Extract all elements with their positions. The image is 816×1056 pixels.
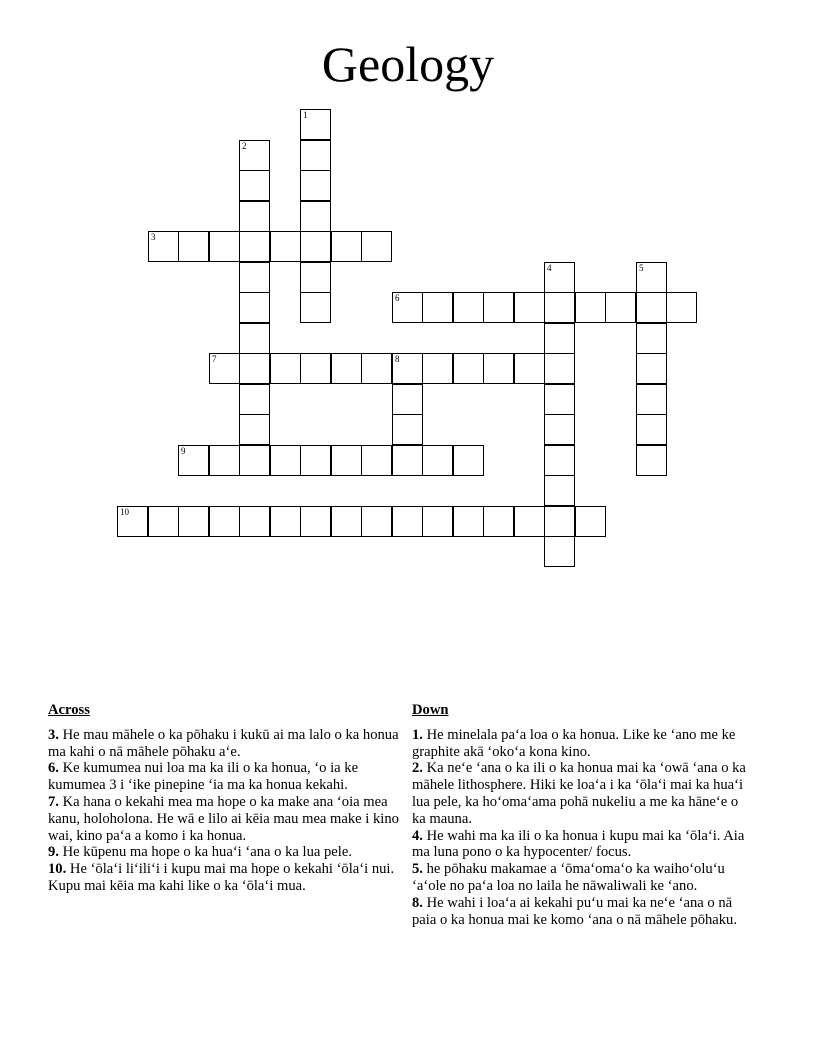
clue-across-9: [48, 844, 404, 861]
grid-cell[interactable]: [544, 475, 575, 506]
grid-cell[interactable]: [209, 506, 240, 537]
clue-number: 8.: [412, 894, 423, 911]
grid-cell[interactable]: [148, 506, 179, 537]
grid-cell[interactable]: [453, 506, 484, 537]
grid-cell[interactable]: [544, 536, 575, 567]
grid-cell[interactable]: [636, 323, 667, 354]
clue-number-label: 4: [547, 263, 552, 273]
grid-cell[interactable]: [209, 353, 240, 384]
clue-down-1: [412, 727, 752, 761]
clue-text: He wahi ma ka ili o ka honua i kupu mai ka ʻōlaʻi. Aia ma luna pono o ka hypocenter/ focus.: [412, 827, 745, 861]
grid-cell[interactable]: [239, 231, 270, 262]
grid-cell[interactable]: [331, 353, 362, 384]
grid-cell[interactable]: [178, 231, 209, 262]
clue-down-4: [412, 828, 752, 862]
clue-text: He ʻōlaʻi liʻiliʻi i kupu mai ma hope o kekahi ʻōlaʻi nui. Kupu mai kēia ma kahi like o ka ʻōlaʻi mua.: [48, 861, 395, 894]
grid-cell[interactable]: [361, 353, 392, 384]
grid-cell[interactable]: [331, 231, 362, 262]
across-clues: [48, 702, 404, 895]
grid-cell[interactable]: [300, 201, 331, 232]
grid-cell[interactable]: [483, 353, 514, 384]
grid-cell[interactable]: [392, 384, 423, 415]
grid-cell[interactable]: [392, 506, 423, 537]
grid-cell[interactable]: [300, 292, 331, 323]
grid-cell[interactable]: [544, 445, 575, 476]
grid-cell[interactable]: [239, 323, 270, 354]
grid-cell[interactable]: [117, 506, 148, 537]
clue-down-8: [412, 895, 752, 929]
grid-cell[interactable]: [422, 292, 453, 323]
grid-cell[interactable]: [178, 506, 209, 537]
grid-cell[interactable]: [544, 323, 575, 354]
clue-text: he pōhaku makamae a ʻōmaʻomaʻo ka waihoʻoluʻu ʻaʻole no paʻa loa no laila he nāwaliwali ke ʻano.: [412, 861, 725, 894]
grid-cell[interactable]: [270, 353, 301, 384]
grid-cell[interactable]: [422, 445, 453, 476]
grid-cell[interactable]: [544, 262, 575, 293]
grid-cell[interactable]: [422, 353, 453, 384]
grid-cell[interactable]: [422, 506, 453, 537]
grid-cell[interactable]: [331, 445, 362, 476]
clue-number-label: 7: [212, 354, 217, 364]
grid-cell[interactable]: [270, 231, 301, 262]
clue-down-2: [412, 760, 752, 827]
grid-cell[interactable]: [239, 170, 270, 201]
grid-cell[interactable]: [392, 292, 423, 323]
clue-across-6: [48, 760, 404, 794]
grid-cell[interactable]: [636, 353, 667, 384]
clue-text: Ka neʻe ʻana o ka ili o ka honua mai ka ʻowā ʻana o ka māhele lithosphere. Hiki ke loaʻa i ka ʻōlaʻi mai ka huaʻi lua pele, ka hoʻomaʻama pohā nukeliu a me ka hāneʻe o ka mauna.: [412, 760, 746, 827]
grid-cell[interactable]: [544, 414, 575, 445]
clue-number-label: 5: [639, 263, 644, 273]
grid-cell[interactable]: [239, 445, 270, 476]
clue-number: 10.: [48, 861, 67, 878]
clue-number-label: 10: [120, 507, 129, 517]
clue-number: 3.: [48, 726, 59, 743]
grid-cell[interactable]: [209, 445, 240, 476]
clue-number-label: 6: [395, 293, 400, 303]
grid-cell[interactable]: [148, 231, 179, 262]
grid-cell[interactable]: [300, 506, 331, 537]
clue-across-3: [48, 727, 404, 761]
clue-number: 2.: [412, 760, 423, 777]
grid-cell[interactable]: [300, 109, 331, 140]
grid-cell[interactable]: [514, 353, 545, 384]
clue-number-label: 8: [395, 354, 400, 364]
grid-cell[interactable]: [605, 292, 636, 323]
grid-cell[interactable]: [300, 262, 331, 293]
clue-text: He wahi i loaʻa ai kekahi puʻu mai ka neʻe ʻana o nā paia o ka honua mai ke komo ʻana o nā māhele pōhaku.: [412, 894, 738, 928]
grid-cell[interactable]: [239, 384, 270, 415]
clue-number: 1.: [412, 726, 423, 743]
grid-cell[interactable]: [361, 231, 392, 262]
clue-text: Ka hana o kekahi mea ma hope o ka make ana ʻoia mea kanu, holoholona. He wā e lilo ai kēia mau mea make i kino wai, kino paʻa a komo i ka honua.: [48, 793, 399, 844]
grid-cell[interactable]: [239, 506, 270, 537]
grid-cell[interactable]: [514, 506, 545, 537]
grid-cell[interactable]: [453, 445, 484, 476]
grid-cell[interactable]: [392, 414, 423, 445]
across-heading: Across: [48, 702, 90, 718]
clue-text: He kūpenu ma hope o ka huaʻi ʻana o ka lua pele.: [62, 844, 352, 861]
grid-cell[interactable]: [514, 292, 545, 323]
clue-across-10: [48, 861, 404, 895]
grid-cell[interactable]: [544, 384, 575, 415]
grid-cell[interactable]: [392, 445, 423, 476]
clue-number: 7.: [48, 793, 59, 810]
grid-cell[interactable]: [239, 353, 270, 384]
clue-number: 9.: [48, 844, 59, 861]
grid-cell[interactable]: [636, 445, 667, 476]
clue-number-label: 1: [303, 110, 308, 120]
grid-cell[interactable]: [636, 414, 667, 445]
grid-cell[interactable]: [392, 353, 423, 384]
clue-text: He mau māhele o ka pōhaku i kukū ai ma lalo o ka honua ma kahi o nā māhele pōhaku aʻe.: [48, 726, 399, 760]
puzzle-title: Geology: [321, 36, 495, 92]
down-heading: Down: [412, 702, 449, 718]
down-clues: [412, 702, 752, 928]
clue-number: 5.: [412, 861, 423, 878]
clue-text: He minelala paʻa loa o ka honua. Like ke ʻano me ke graphite akā ʻokoʻa kona kino.: [412, 726, 736, 760]
grid-cell[interactable]: [544, 506, 575, 537]
clue-number-label: 9: [181, 446, 186, 456]
grid-cell[interactable]: [209, 231, 240, 262]
grid-cell[interactable]: [666, 292, 697, 323]
grid-cell[interactable]: [483, 292, 514, 323]
grid-cell[interactable]: [636, 384, 667, 415]
grid-cell[interactable]: [544, 292, 575, 323]
grid-cell[interactable]: [636, 292, 667, 323]
grid-cell[interactable]: [483, 506, 514, 537]
grid-cell[interactable]: [178, 445, 209, 476]
clue-text: Ke kumumea nui loa ma ka ili o ka honua, ʻo ia ke kumumea 3 i ʻike pinepine ʻia ma ka honua kekahi.: [48, 760, 359, 794]
clue-number: 6.: [48, 760, 59, 777]
grid-cell[interactable]: [575, 506, 606, 537]
grid-cell[interactable]: [239, 292, 270, 323]
grid-cell[interactable]: [331, 506, 362, 537]
clue-number-label: 2: [242, 141, 247, 151]
clue-down-5: [412, 861, 752, 895]
grid-cell[interactable]: [300, 170, 331, 201]
grid-cell[interactable]: [300, 445, 331, 476]
grid-cell[interactable]: [361, 445, 392, 476]
grid-cell[interactable]: [544, 353, 575, 384]
grid-cell[interactable]: [575, 292, 606, 323]
grid-cell[interactable]: [453, 353, 484, 384]
grid-cell[interactable]: [239, 262, 270, 293]
grid-cell[interactable]: [270, 445, 301, 476]
grid-cell[interactable]: [239, 201, 270, 232]
grid-cell[interactable]: [300, 231, 331, 262]
clue-number: 4.: [412, 827, 423, 844]
grid-cell[interactable]: [636, 262, 667, 293]
clue-across-7: [48, 794, 404, 844]
grid-cell[interactable]: [300, 140, 331, 171]
grid-cell[interactable]: [453, 292, 484, 323]
grid-cell[interactable]: [239, 414, 270, 445]
clue-number-label: 3: [151, 232, 156, 242]
grid-cell[interactable]: [361, 506, 392, 537]
grid-cell[interactable]: [239, 140, 270, 171]
grid-cell[interactable]: [300, 353, 331, 384]
grid-cell[interactable]: [270, 506, 301, 537]
